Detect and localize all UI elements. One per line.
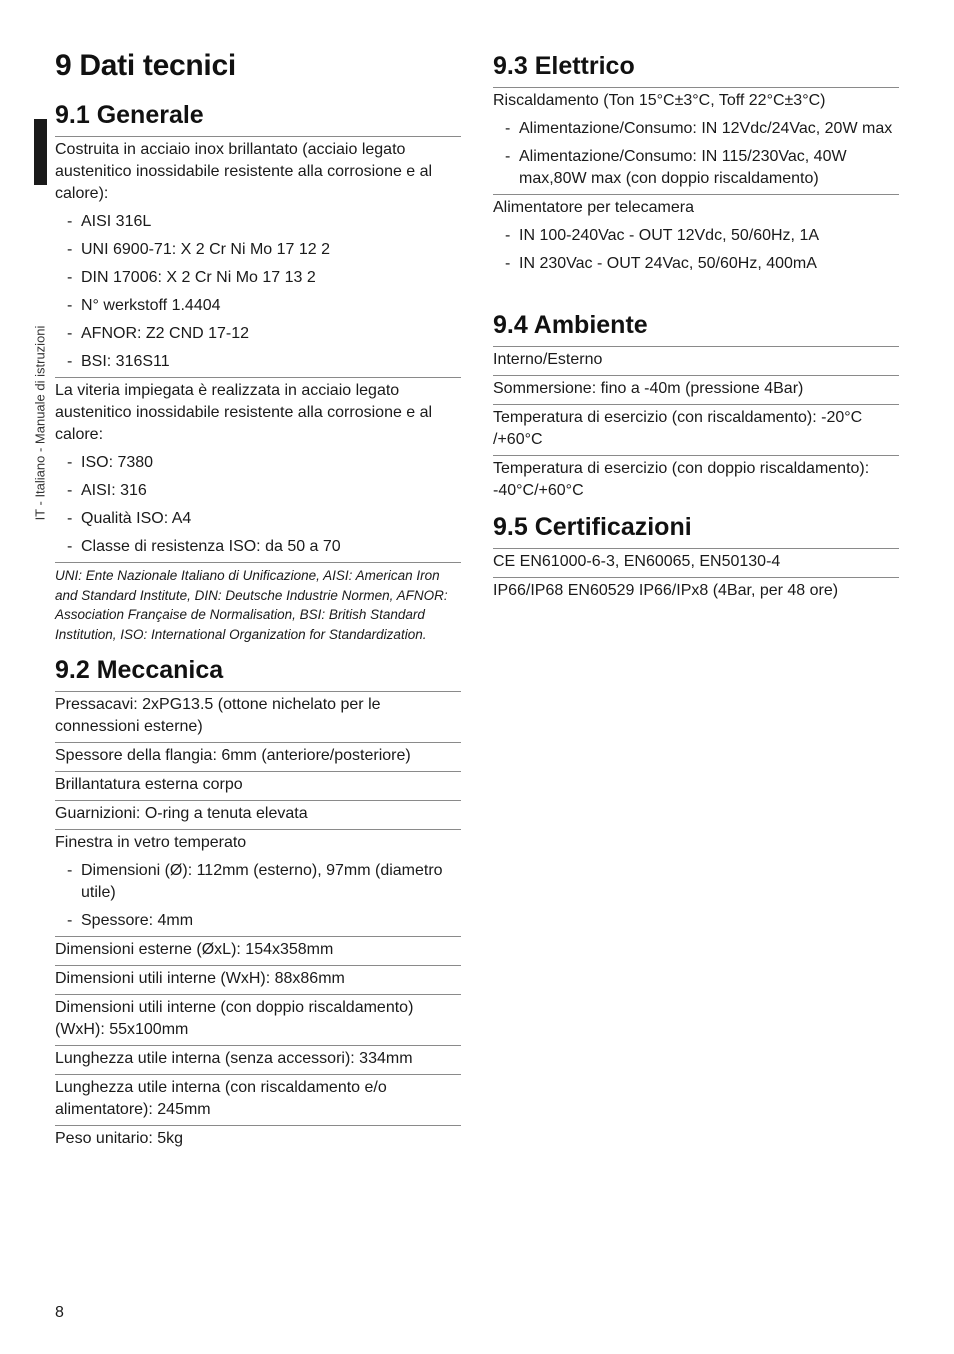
spec-row-weight: Peso unitario: 5kg (55, 1125, 461, 1154)
list-item: - Spessore: 4mm (55, 910, 461, 932)
section-meccanica (55, 653, 461, 1154)
section-heading-elettrico: 9.3 Elettrico (493, 52, 635, 80)
list-item: - Classe di resistenza ISO: da 50 a 70 (55, 536, 461, 558)
spec-row-internal-dims-double: Dimensioni utili interne (con doppio riscaldamento) (WxH): 55x100mm (55, 994, 461, 1045)
spec-row-internal-dims: Dimensioni utili interne (WxH): 88x86mm (55, 965, 461, 994)
list-item-text: Dimensioni (Ø): 112mm (esterno), 97mm (diametro utile) (81, 862, 443, 901)
list-item: - ISO: 7380 (55, 452, 461, 474)
section-ambiente (493, 308, 899, 506)
section-heading-certificazioni: 9.5 Certificazioni (493, 513, 692, 541)
list-item: - AISI: 316 (55, 480, 461, 502)
spec-row-length-heating: Lunghezza utile interna (con riscaldamento e/o alimentatore): 245mm (55, 1074, 461, 1125)
spec-row-heating (493, 87, 899, 194)
screws-spec (55, 377, 461, 562)
list-item-text: AFNOR: Z2 CND 17-12 (81, 325, 250, 342)
spec-row-flange: Spessore della flangia: 6mm (anteriore/posteriore) (55, 742, 461, 771)
spec-row-temp-double: Temperatura di esercizio (con doppio riscaldamento): -40°C/+60°C (493, 455, 899, 506)
list-item: - Alimentazione/Consumo: IN 12Vdc/24Vac, 20W max (493, 118, 899, 140)
list-item-text: Alimentazione/Consumo: IN 12Vdc/24Vac, 20W max (519, 120, 893, 137)
spec-row-psu (493, 194, 899, 279)
list-item: - IN 100-240Vac - OUT 12Vdc, 50/60Hz, 1A (493, 225, 899, 247)
psu-label: Alimentatore per telecamera (493, 199, 694, 216)
spec-row-ip: IP66/IP68 EN60529 IP66/IPx8 (4Bar, per 48 ore) (493, 577, 899, 606)
spec-row-indoor-outdoor: Interno/Esterno (493, 346, 899, 375)
list-item-text: Classe di resistenza ISO: da 50 a 70 (81, 538, 341, 555)
list-item-text: IN 100-240Vac - OUT 12Vdc, 50/60Hz, 1A (519, 227, 820, 244)
page-number: 8 (55, 1304, 64, 1321)
list-item-text: UNI 6900-71: X 2 Cr Ni Mo 17 12 2 (81, 241, 331, 258)
section-generale (55, 98, 461, 644)
page-title: 9 Dati tecnici (55, 49, 236, 82)
sidebar-label: IT - Italiano - Manuale di istruzioni (32, 325, 48, 521)
spec-row-length-no-accessories: Lunghezza utile interna (senza accessori): 334mm (55, 1045, 461, 1074)
section-certificazioni (493, 510, 899, 606)
spec-row-ce: CE EN61000-6-3, EN60065, EN50130-4 (493, 548, 899, 577)
list-item: - BSI: 316S11 (55, 351, 461, 373)
steel-spec (55, 136, 461, 377)
list-item: - Qualità ISO: A4 (55, 508, 461, 530)
spec-row-submersion: Sommersione: fino a -40m (pressione 4Bar) (493, 375, 899, 404)
list-item-text: Qualità ISO: A4 (81, 510, 192, 527)
list-item: - N° werkstoff 1.4404 (55, 295, 461, 317)
section-heading-meccanica: 9.2 Meccanica (55, 656, 224, 684)
window-label: Finestra in vetro temperato (55, 834, 247, 851)
list-item: - UNI 6900-71: X 2 Cr Ni Mo 17 12 2 (55, 239, 461, 261)
list-item: - Dimensioni (Ø): 112mm (esterno), 97mm (diametro utile) (55, 860, 461, 904)
list-item-text: AISI: 316 (81, 482, 147, 499)
list-item: - IN 230Vac - OUT 24Vac, 50/60Hz, 400mA (493, 253, 899, 275)
list-item-text: AISI 316L (81, 213, 152, 230)
section-elettrico (493, 49, 899, 279)
screws-intro: La viteria impiegata è realizzata in acciaio legato austenitico inossidabile resistente alla corrosione e al calore: (55, 382, 433, 443)
list-item: - AISI 316L (55, 211, 461, 233)
list-item: - AFNOR: Z2 CND 17-12 (55, 323, 461, 345)
spec-row-window (55, 829, 461, 936)
list-item-text: IN 230Vac - OUT 24Vac, 50/60Hz, 400mA (519, 255, 817, 272)
sidebar-marker (34, 119, 47, 185)
spec-row-temp-heating: Temperatura di esercizio (con riscaldamento): -20°C /+60°C (493, 404, 899, 455)
spec-row-gaskets: Guarnizioni: O-ring a tenuta elevata (55, 800, 461, 829)
list-item-text: Spessore: 4mm (81, 912, 194, 929)
list-item: - DIN 17006: X 2 Cr Ni Mo 17 13 2 (55, 267, 461, 289)
steel-intro: Costruita in acciaio inox brillantato (acciaio legato austenitico inossidabile resistente alla corrosione e al calore): (55, 141, 433, 202)
section-heading-ambiente: 9.4 Ambiente (493, 311, 648, 339)
list-item-text: BSI: 316S11 (81, 353, 170, 370)
standards-note: UNI: Ente Nazionale Italiano di Unificazione, AISI: American Iron and Standard Institute, DIN: Deutsche Industrie Normen, AFNOR: Association Française de Normalisation, BSI: British Standard Institution, ISO: International Organization for Standardization. (55, 562, 461, 644)
list-item: - Alimentazione/Consumo: IN 115/230Vac, 40W max,80W max (con doppio riscaldamento) (493, 146, 899, 190)
spec-row-finish: Brillantatura esterna corpo (55, 771, 461, 800)
section-heading-generale: 9.1 Generale (55, 101, 204, 129)
spec-row-cable-glands: Pressacavi: 2xPG13.5 (ottone nichelato per le connessioni esterne) (55, 691, 461, 742)
list-item-text: Alimentazione/Consumo: IN 115/230Vac, 40W max,80W max (con doppio riscaldamento) (519, 148, 847, 187)
list-item-text: N° werkstoff 1.4404 (81, 297, 221, 314)
list-item-text: ISO: 7380 (81, 454, 154, 471)
spec-row-external-dims: Dimensioni esterne (ØxL): 154x358mm (55, 936, 461, 965)
heating-label: Riscaldamento (Ton 15°C±3°C, Toff 22°C±3°C) (493, 92, 826, 109)
list-item-text: DIN 17006: X 2 Cr Ni Mo 17 13 2 (81, 269, 316, 286)
